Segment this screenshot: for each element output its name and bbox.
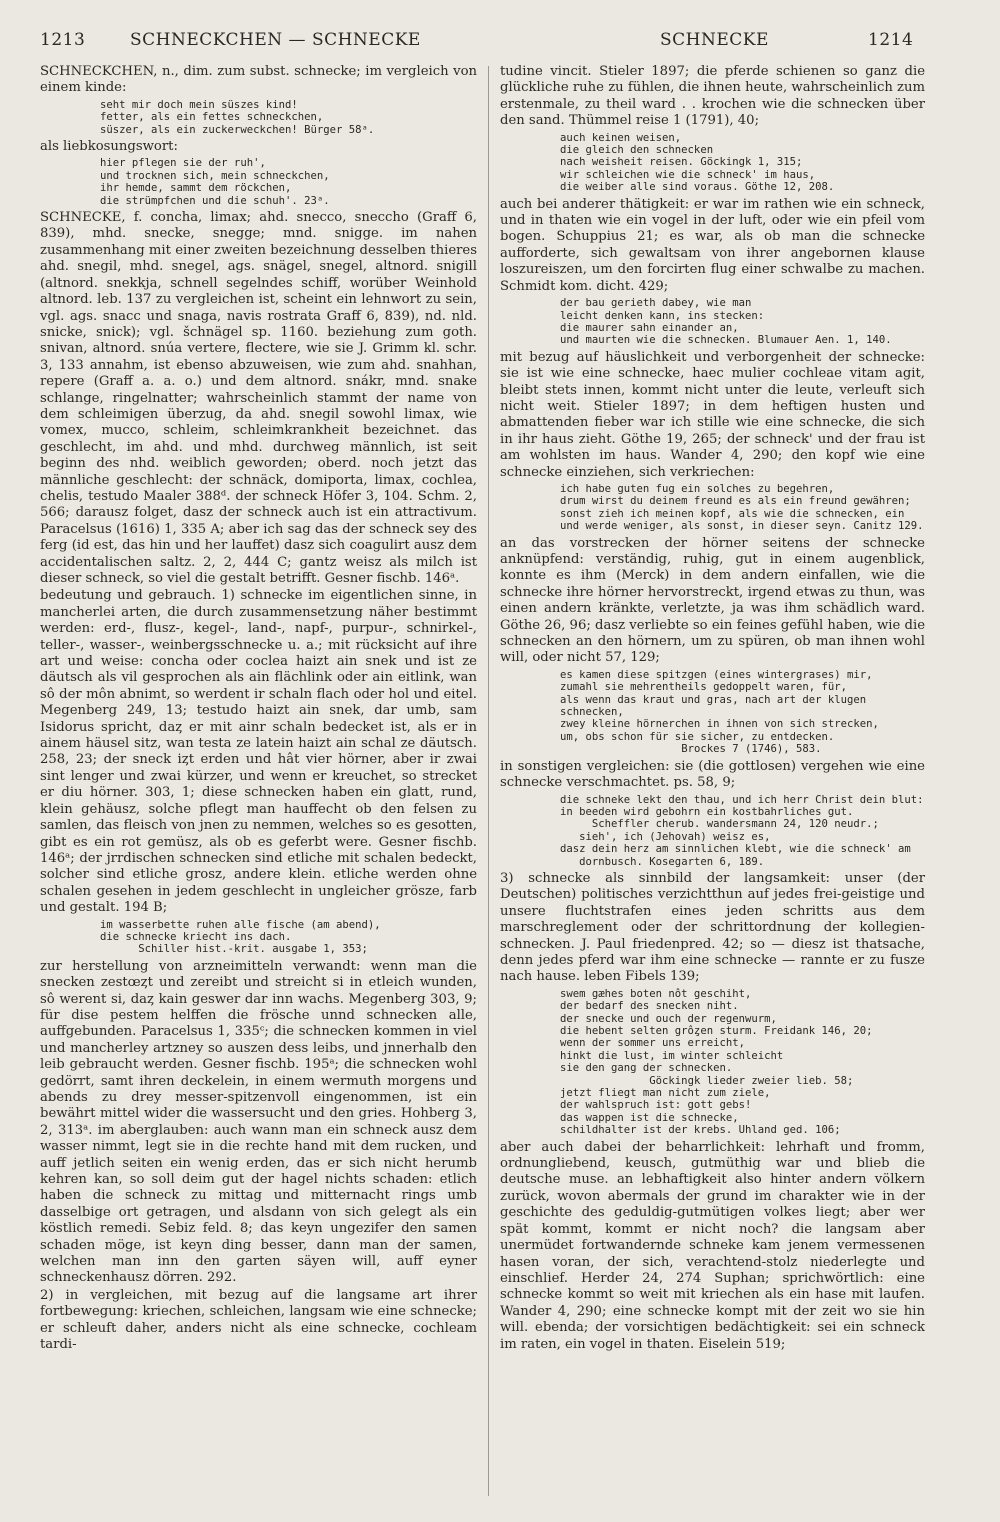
entry-paragraph: aber auch dabei der beharrlichkeit: lehrhaft und fromm, ordnungliebend, keusch, gutmüthig war und blieb die deutsche muse. an lebhaftigkeit also hinter andern völkern zurück, wovon abermals der grund im charakter wie in der geschichte des geduldig-gutmütigen volkes liegt; aber wer spät kommt, kommt er nicht noch? die langsam aber unermüdet fortwandernde schneke kam jenem vermessenen hasen voran, der sich, verachtend-stolz niederlegte und einschlief. Herder 24, 274 Suphan; sprichwörtlich: eine schnecke kommt so weit mit kriechen als ein hase mit laufen. Wander 4, 290; eine schnecke kompt mit der zeit wo sie hin will. ebenda; der vorsichtigen bedächtigkeit: sei ein schneck im raten, ein vogel in thaten. Eiselein 519;: [500, 1139, 925, 1352]
entry-paragraph: mit bezug auf häuslichkeit und verborgenheit der schnecke: sie ist wie eine schnecke, haec mulier cochleae vitam agit, bleibt stets innen, kommt nicht unter die leute, verleuft sich nicht weit. Stieler 1897; in dem heftigen husten und abmattenden fieber war ich stille wie eine schnecke, die sich in ihr haus zieht. Göthe 19, 265; der schneck' und der frau ist am wohlsten im haus. Wander 4, 290; den kopf wie eine schnecke einziehen, sich verkriechen:: [500, 349, 925, 480]
right-column: [500, 64, 925, 1504]
quotation-block: ich habe guten fug ein solches zu begehren, drum wirst du deinem freund es als ein freund gewähren; sonst zieh ich meinen kopf, als wie die schnecken, ein und werde weniger, als sonst, in dieser seyn. Canitz 129.: [560, 482, 924, 533]
column-divider: [488, 66, 489, 1496]
quotation-block: seht mir doch mein süszes kind! fetter, als ein fettes schneckchen, süszer, als ein zuckerweckchen! Bürger 58ᵃ.: [100, 98, 375, 136]
entry-paragraph: 3) schnecke als sinnbild der langsamkeit: unser (der Deutschen) politisches verzichtthun auf jedes frei-geistige und unsere fluchtstrafen eines jeden schritts aus dem marschreglement oder der schrittordnung der kollegien-schnecken. J. Paul friedenpred. 42; so — diesz ist thatsache, denn jedes pferd war ihm eine schnecke — rannte er zu fusze nach hause. leben Fibels 139;: [500, 870, 925, 985]
entry-paragraph: an das vorstrecken der hörner seitens der schnecke anknüpfend: verständig, ruhig, gut in einem augenblick, konnte es ihm (Merck) in dem andern einfallen, wie die schnecke ihre hörner hervorstreckt, irgend etwas zu thun, was einen andern kränkte, verletzte, ja was ihm schädlich ward. Göthe 26, 96; dasz verliebte so ein feines gefühl haben, wie die schnecken an den hörnern, um zu spüren, ob man ihnen wohl will, oder nicht 57, 129;: [500, 535, 925, 666]
page-number-right: 1214: [868, 30, 914, 50]
entry-paragraph: SCHNECKCHEN, n., dim. zum subst. schnecke; im vergleich von einem kinde:: [40, 64, 477, 96]
left-column: [40, 64, 477, 1504]
page-number-left: 1213: [40, 30, 86, 50]
quotation-block: es kamen diese spitzgen (eines wintergrases) mir, zumahl sie mehrentheils gedoppelt waren, für, als wenn das kraut und gras, nach art der klugen schnecken, zwey kleine hörnerchen in ihnen von sich strecken, um, obs schon für sie sicher, zu entdecken. Brockes 7 (1746), 583.: [560, 668, 879, 756]
entry-paragraph: zur herstellung von arzneimitteln verwandt: wenn man die snecken zestœȥt und zereibt und streicht si in etleich wunden, sô werent si, daȥ kain geswer dar inn wachs. Megenberg 303, 9; für dise pestem helffen die frösche unnd schnecken alle, auffgebunden. Paracelsus 1, 335ᶜ; die schnecken kommen in viel und mancherley artzney so auszen dess leibs, und jnnerhalb den leib gebraucht werden. Gesner fischb. 195ᵃ; die schnecken wohl gedörrt, samt ihren deckelein, in einem wermuth morgens und abends zu drey messer-spitzenvoll eingenommen, ist ein bewährt mittel wider die wassersucht und den gries. Hohberg 3, 2, 313ᵃ. im aberglauben: auch wann man ein schneck ausz dem wasser nimmt, legt sie in die rechte hand mit dem rucken, und auff jetlich seiten ein wenig erden, das er sich nicht herumb kehren kan, so soll deim gut der hagel nichts schaden: etlich haben die schneck zu mittag und mitternacht rings umb dasselbige ort getragen, und alsdann von sich gelegt als ein köstlich remedi. Sebiz feld. 8; das keyn ungezifer den samen schaden möge, ist keyn ding besser, dann man der samen, welchen man inn den garten säyen will, auff eyner schneckenhausz dörren. 292.: [40, 958, 477, 1286]
quotation-block: im wasserbette ruhen alle fische (am abend), die schnecke kriecht ins dach. Schiller hist.-krit. ausgabe 1, 353;: [100, 918, 381, 956]
quotation-block: der bau gerieth dabey, wie man leicht denken kann, ins stecken: die maurer sahn einander an, und maurten wie die schnecken. Blumauer Aen. 1, 140.: [560, 297, 892, 347]
entry-paragraph: SCHNECKE, f. concha, limax; ahd. snecco, sneccho (Graff 6, 839), mhd. snecke, snegge; mnd. snigge. im nahen zusammenhang mit einer zweiten bezeichnung desselben thieres ahd. snegil, mhd. snegel, ags. snägel, snegel, altnord. snigill (altnord. snekkja, schnell segelndes schiff, worüber Weinhold altnord. leb. 137 zu vergleichen ist, scheint ein lehnwort zu sein, vgl. ags. snacc und snaga, navis rostrata Graff 6, 839), nd. nld. snicke, snick); vgl. šchnägel sp. 1160. beziehung zum goth. snivan, altnord. snúa vertere, flectere, wie sie J. Grimm kl. schr. 3, 133 annahm, ist ebenso abzuweisen, wie zum ahd. snahhan, repere (Graff a. a. o.) und dem altnord. snákr, mnd. snake schlange, ringelnatter; wahrscheinlich stammt der name von dem schleimigen überzug, da ahd. snegil sowohl limax, wie vomex, mucco, schleim, schleimkrankheit bezeichnet. das geschlecht, im ahd. und mhd. durchweg männlich, ist seit beginn des nhd. weiblich geworden; oberd. noch jetzt das männliche geschlecht: der schnäck, domiporta, limax, cochlea, chelis, testudo Maaler 388ᵈ. der schneck Höfer 3, 104. Schm. 2, 566; darausz folget, dasz der schneck auch ist ein attractivum. Paracelsus (1616) 1, 335 A; aber ich sag das der schneck sey des ferg (id est, das hin und her lauffet) dasz sich coagulirt ausz dem accidentalischen saltz. 2, 2, 444 C; gantz weisz als milch ist dieser schneck, so viel die gestalt betrifft. Gesner fischb. 146ᵃ.: [40, 210, 477, 586]
entry-paragraph: als liebkosungswort:: [40, 139, 178, 155]
quotation-block: swem gæhes boten nôt geschiht, der bedarf des snecken niht. der snecke und ouch der regenwurm, die hebent selten grôȥen sturm. Freidank 146, 20; wenn der sommer uns erreicht, hinkt die lust, im winter schleicht sie den gang der schnecken. Göckingk lieder zweier lieb. 58; jetzt fliegt man nicht zum ziele, der wahlspruch ist: gott gebs! das wappen ist die schnecke, schildhalter ist der krebs. Uhland ged. 106;: [560, 987, 873, 1137]
entry-paragraph: auch bei anderer thätigkeit: er war im rathen wie ein schneck, und in thaten wie ein vogel in der luft, oder wie ein pfeil vom bogen. Schuppius 21; es war, als ob man die schnecke aufforderte, sich gewaltsam von ihrer angebornen klause loszureiszen, um den forcirten flug einer schwalbe zu machen. Schmidt kom. dicht. 429;: [500, 196, 925, 294]
running-title-left: SCHNECKCHEN — SCHNECKE: [130, 30, 421, 50]
quotation-block: hier pflegen sie der ruh', und trocknen sich, mein schneckchen, ihr hemde, sammt dem röckchen, die strümpfchen und die schuh'. 23ᵃ.: [100, 157, 330, 207]
quotation-block: auch keinen weisen, die gleich den schnecken nach weisheit reisen. Göckingk 1, 315; wir schleichen wie die schneck' im haus, die weiber alle sind voraus. Göthe 12, 208.: [560, 131, 835, 194]
entry-paragraph: tudine vincit. Stieler 1897; die pferde schienen so ganz die glückliche ruhe zu fühlen, die ihnen heute, wahrscheinlich zum erstenmale, zu theil ward . . krochen wie die schnecken über den sand. Thümmel reise 1 (1791), 40;: [500, 64, 925, 129]
page-header: [0, 30, 1000, 60]
entry-paragraph: in sonstigen vergleichen: sie (die gottlosen) vergehen wie eine schnecke verschmachtet. ps. 58, 9;: [500, 758, 925, 791]
quotation-block: die schneke lekt den thau, und ich herr Christ dein blut: in beeden wird gebohrn ein kostbahrliches gut. Scheffler cherub. wandersmann 24, 120 neudr.; sieh', ich (Jehovah) weisz es, dasz dein herz am sinnlichen klebt, wie die schneck' am dornbusch. Kosegarten 6, 189.: [560, 793, 924, 868]
entry-paragraph: 2) in vergleichen, mit bezug auf die langsame art ihrer fortbewegung: kriechen, schleichen, langsam wie eine schnecke; er schleuft daher, anders nicht als eine schnecke, cochleam tardi-: [40, 1287, 477, 1353]
running-title-right: SCHNECKE: [660, 30, 769, 50]
entry-paragraph: bedeutung und gebrauch. 1) schnecke im eigentlichen sinne, in mancherlei arten, die durch zusammensetzung näher bestimmt werden: erd-, flusz-, kegel-, land-, napf-, purpur-, schnirkel-, teller-, wasser-, weinbergsschnecke u. a.; mit rücksicht auf ihre art und weise: concha oder coclea haizt ain snek und ist ze däutsch als vil gesprochen als ain flächlink oder ain eitlink, wan sô der môn abnimt, so werdent ir schaln flach oder hol und eitel. Megenberg 249, 13; testudo haizt ain snek, dar umb, sam Isidorus spricht, daȥ er mit ainr schaln bedecket ist, als er in ainem häusel sitz, wan testa ze latein haizt ain schal ze däutsch. 258, 23; der sneck iȥt erden und hât vier hörner, aber ir zwai sint lenger und zwai kürzer, und wenn er kreuchet, so strecket er diu hörner. 303, 1; diese schnecken haben ein glatt, rund, klein gehäusz, solche pflegt man hauffecht ob den felsen zu samlen, das fleisch von jnen zu nemmen, welches so es gesotten, gibt es ein rot gemüsz, als ob es geferbt were. Gesner fischb. 146ᵃ; der jrrdischen schnecken sind etliche mit schalen bedeckt, solcher sind etliche grosz, andere klein. etliche werden ohne schalen gesehen in jedem geschlecht in ungleicher grösze, farb und gestalt. 194 B;: [40, 588, 477, 916]
